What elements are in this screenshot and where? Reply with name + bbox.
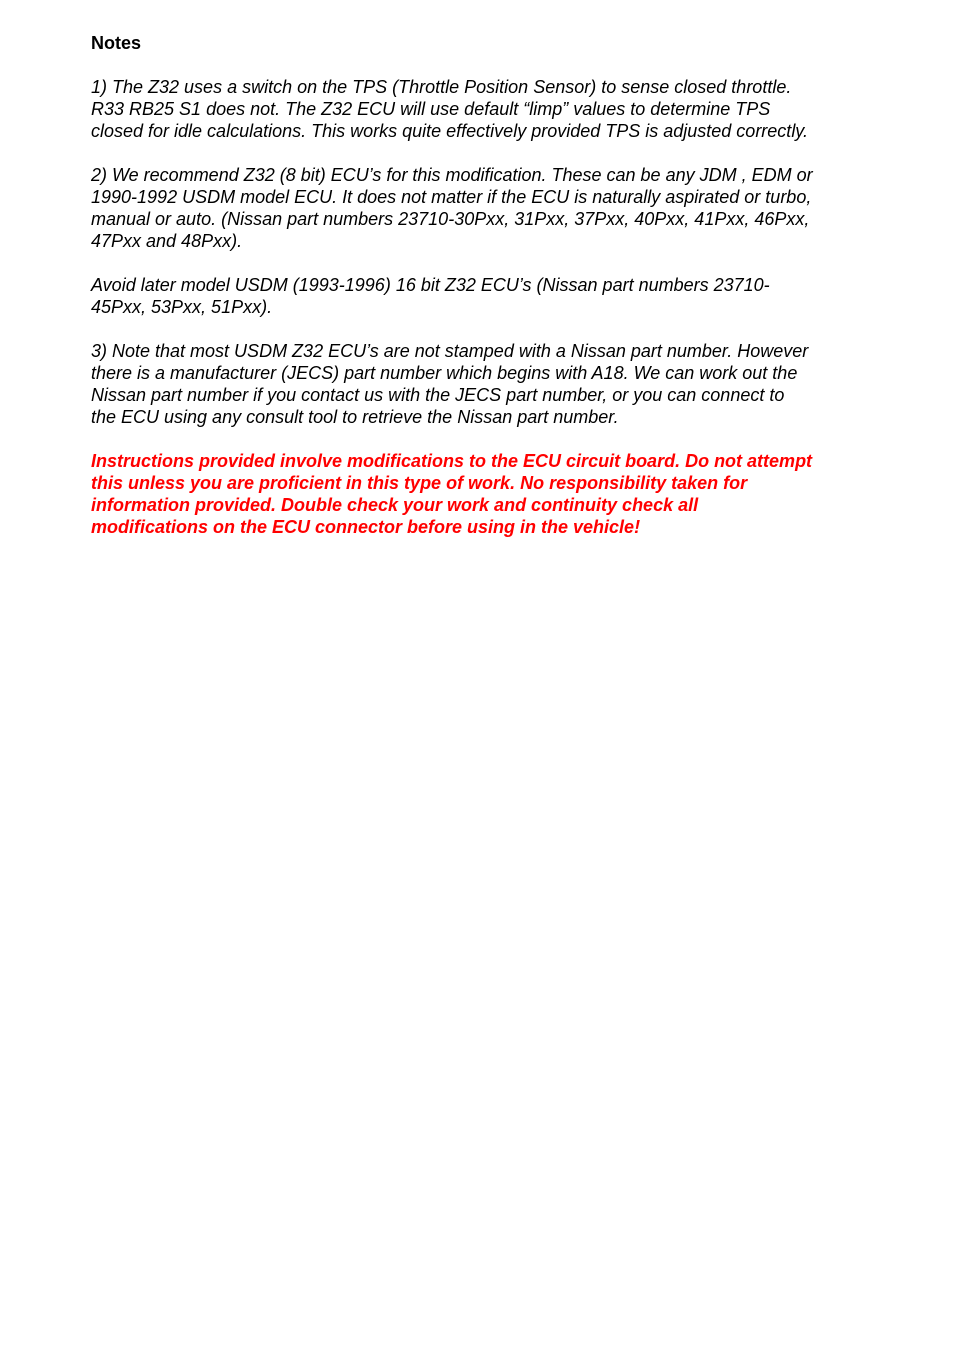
note-line: Nissan part number if you contact us with the JECS part number, or you can connect to <box>91 385 785 405</box>
note-line: 1) The Z32 uses a switch on the TPS (Throttle Position Sensor) to sense closed throttle. <box>91 77 792 97</box>
document-page <box>91 32 881 560</box>
note-line: 1990-1992 USDM model ECU. It does not matter if the ECU is naturally aspirated or turbo, <box>91 187 812 207</box>
note-2 <box>91 164 881 252</box>
note-line: Avoid later model USDM (1993-1996) 16 bit Z32 ECU’s (Nissan part numbers 23710- <box>91 275 770 295</box>
note-3 <box>91 340 881 428</box>
warning-line: this unless you are proficient in this type of work. No responsibility taken for <box>91 473 748 493</box>
note-line: 45Pxx, 53Pxx, 51Pxx). <box>91 297 273 317</box>
note-line: closed for idle calculations. This works quite effectively provided TPS is adjusted correctly. <box>91 121 808 141</box>
warning-line: modifications on the ECU connector before using in the vehicle! <box>91 517 641 537</box>
note-line: 47Pxx and 48Pxx). <box>91 231 243 251</box>
note-1 <box>91 76 881 142</box>
note-line: the ECU using any consult tool to retrieve the Nissan part number. <box>91 407 619 427</box>
note-line: R33 RB25 S1 does not. The Z32 ECU will use default “limp” values to determine TPS <box>91 99 771 119</box>
note-line: 3) Note that most USDM Z32 ECU’s are not stamped with a Nissan part number. However <box>91 341 809 361</box>
note-line: 2) We recommend Z32 (8 bit) ECU’s for this modification. These can be any JDM , EDM or <box>91 165 813 185</box>
warning-line: information provided. Double check your work and continuity check all <box>91 495 699 515</box>
warning-disclaimer <box>91 450 881 538</box>
note-line: manual or auto. (Nissan part numbers 23710-30Pxx, 31Pxx, 37Pxx, 40Pxx, 41Pxx, 46Pxx, <box>91 209 810 229</box>
notes-heading: Notes <box>91 33 142 53</box>
warning-line: Instructions provided involve modifications to the ECU circuit board. Do not attempt <box>91 451 813 471</box>
note-line: there is a manufacturer (JECS) part number which begins with A18. We can work out the <box>91 363 798 383</box>
note-avoid <box>91 274 881 318</box>
